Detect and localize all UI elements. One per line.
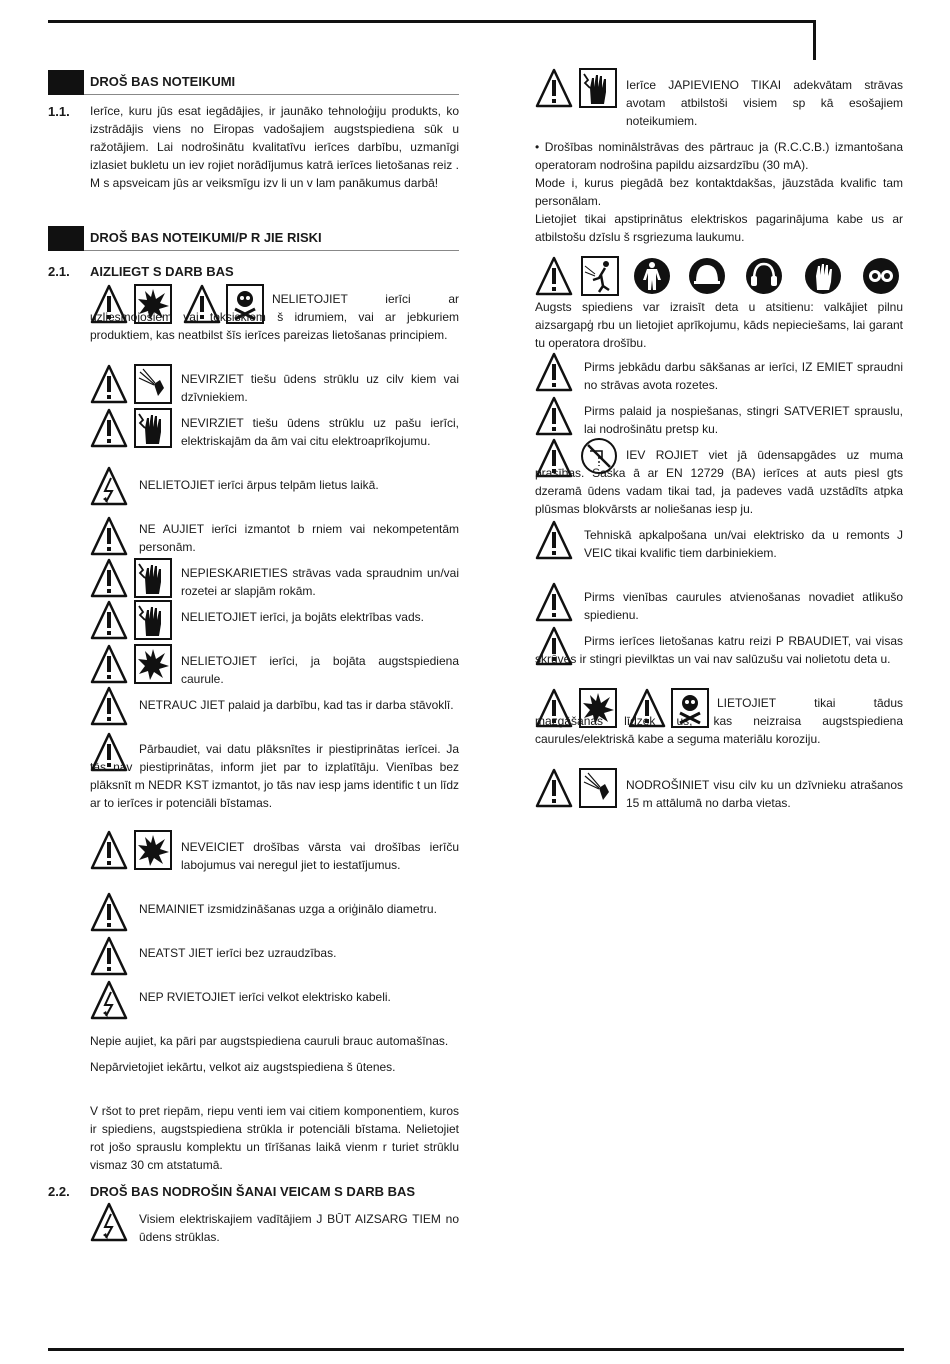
- warning-icon: [90, 408, 128, 448]
- electric-hand-icon: [134, 558, 172, 598]
- electric-hand-icon: [134, 600, 172, 640]
- section-underline: [84, 94, 459, 95]
- section-header-risks: [48, 226, 459, 251]
- warning-icon: [90, 516, 128, 556]
- ear-protection-icon: [745, 256, 783, 296]
- section-header-block: [48, 70, 84, 95]
- warning-icon: [90, 830, 128, 870]
- warning-icon: [535, 582, 573, 622]
- spray-hazard-icon: [134, 364, 172, 404]
- rule-item: NEMAINIET izsmidzināšanas uzga a oriģinālo diametru.: [139, 902, 437, 916]
- warning-icon: [90, 892, 128, 932]
- rule-item: Pirms palaid ja nospiešanas, stingri SATVERIET sprauslu, lai nodrošinātu pretsp ku.: [584, 404, 903, 436]
- rule-item: NELIETOJIET ierīci, ja bojāta augstspiediena caurule.: [181, 654, 459, 686]
- rule-item: NODROŠINIET visu cilv ku un dzīvnieku atrašanos 15 m attālumā no darba vietas.: [626, 778, 903, 810]
- rule-item: Nepārvietojiet iekārtu, velkot aiz augstspiediena š ūtenes.: [90, 1060, 396, 1074]
- warning-icon: [90, 600, 128, 640]
- rule-item: Lietojiet tikai apstiprinātus elektriskos pagarinājuma kabe us ar atbilstošu dzīslu š rsgriezuma laukumu.: [535, 212, 903, 244]
- warning-icon: [535, 256, 573, 296]
- warning-icon: [535, 352, 573, 392]
- rule-item: NELIETOJIET ierīci ar uzliesmojošiem vai toksiskiem š idrumiem, vai ar jebkuriem produktiem, kas neatbilst šīs ierīces pareizas lietošanas principiem.: [90, 292, 459, 342]
- rule-item: NEP RVIETOJIET ierīci velkot elektrisko kabeli.: [139, 990, 391, 1004]
- warning-icon: [90, 558, 128, 598]
- rule-item: NELIETOJIET ierīci, ja bojāts elektrības vads.: [181, 610, 424, 624]
- rule-item: Nepie aujiet, ka pāri par augstspiediena cauruli brauc automašīnas.: [90, 1034, 449, 1048]
- clause-number: 2.2.: [48, 1184, 70, 1199]
- rule-item: IEV ROJIET viet jā ūdensapgādes uz muma prasības. Saska ā ar EN 12729 (BA) ierīces at auts piesl gts dzeramā ūdens vadam tikai tad, ja padeves vadā uzstādīts atpka plūsmas blokvārsts ar noliešanas iesp ju.: [535, 448, 903, 516]
- warning-icon: [90, 364, 128, 404]
- explosion-icon: [134, 644, 172, 684]
- electric-warning-icon: [90, 466, 128, 506]
- section-header-block: [48, 226, 84, 251]
- warning-icon: [535, 768, 573, 808]
- protective-suit-icon: [633, 256, 671, 296]
- rule-item: Pirms ierīces lietošanas katru reizi P RBAUDIET, vai visas skrūves ir stingri pievilktas un vai nav salūzušu vai nolietotu deta u.: [535, 634, 903, 666]
- top-rule: [48, 20, 816, 23]
- warning-icon: [90, 644, 128, 684]
- section-title: DROŠ BAS NOTEIKUMI: [90, 74, 236, 89]
- goggles-icon: [862, 256, 900, 296]
- kickback-person-icon: [581, 256, 619, 296]
- warning-icon: [535, 396, 573, 436]
- rule-item: Pirms vienības caurules atvienošanas novadiet atlikušo spiedienu.: [584, 590, 903, 622]
- rule-item: Ierīce JAPIEVIENO TIKAI adekvātam strāvas avotam atbilstoši visiem sp kā esošajiem noteikumiem.: [626, 78, 903, 128]
- electric-warning-icon: [90, 980, 128, 1020]
- rule-item: NETRAUC JIET palaid ja darbību, kad tas ir darba stāvoklī.: [139, 698, 454, 712]
- subsection-title: DROŠ BAS NODROŠIN ŠANAI VEICAM S DARB BAS: [90, 1184, 416, 1199]
- rule-item: Visiem elektriskajiem vadītājiem J BŪT AIZSARG TIEM no ūdens strūklas.: [139, 1212, 459, 1244]
- electric-hand-icon: [579, 68, 617, 108]
- bottom-rule: [48, 1348, 904, 1351]
- warning-icon: [90, 936, 128, 976]
- rule-item: NELIETOJIET ierīci ārpus telpām lietus laikā.: [139, 478, 379, 492]
- clause-number: 2.1.: [48, 264, 70, 279]
- section-underline: [84, 250, 459, 251]
- section-title: DROŠ BAS NOTEIKUMI/P R JIE RISKI: [90, 230, 322, 245]
- rule-item: NEATST JIET ierīci bez uzraudzības.: [139, 946, 337, 960]
- warning-icon: [90, 686, 128, 726]
- section-header-safety-rules: [48, 70, 459, 95]
- rule-item: Mode i, kurus piegādā bez kontaktdakšas, jāuzstāda kvalific tam personālam.: [535, 176, 903, 208]
- spray-hazard-icon: [579, 768, 617, 808]
- rule-item: NE AUJIET ierīci izmantot b rniem vai nekompetentām personām.: [139, 522, 459, 554]
- gloves-icon: [804, 256, 842, 296]
- rule-item: NEPIESKARIETIES strāvas vada spraudnim un/vai rozetei ar slapjām rokām.: [181, 566, 459, 598]
- rule-item: Augsts spiediens var izraisīt deta u atsitienu: valkājiet pilnu aizsargapģ rbu un lietojiet aprīkojumu, kāds nepieciešams, lai garant tu operatora drošību.: [535, 300, 903, 350]
- rule-item: LIETOJIET tikai tādus mazgāšanas līdzek us, kas neizraisa augstspiediena caurules/elektriskā kabe a seguma materiālu koroziju.: [535, 696, 903, 746]
- rule-item: NEVEICIET drošības vārsta vai drošības ierīču labojumus vai neregul jiet to iestatījumus.: [181, 840, 459, 872]
- rule-item: Pārbaudiet, vai datu plāksnītes ir piestiprinātas ierīcei. Ja tās nav piestiprinātas, inform jiet par to izplatītāju. Vienības bez plāksnīt m NEDR KST izmantot, jo tās nav iesp jams identific t un līdz ar to ierīces ir potenciāli bīstamas.: [90, 742, 459, 810]
- rule-item: Tehniskā apkalpošana un/vai elektrisko da u remonts J VEIC tikai kvalific tiem darbiniekiem.: [584, 528, 903, 560]
- helmet-icon: [688, 256, 726, 296]
- electric-hand-icon: [134, 408, 172, 448]
- rule-item: V ršot to pret riepām, riepu venti iem vai citiem komponentiem, kuros ir spiediens, augstspiediena strūkla ir potenciāli bīstama. Nelietojiet rot jošo sprauslu komplektu un tīrīšanas laikā vienm r turiet strūklu vismaz 30 cm atstatumā.: [90, 1104, 459, 1172]
- warning-icon: [535, 520, 573, 560]
- rule-item: NEVIRZIET tiešu ūdens strūklu uz cilv kiem vai dzīvniekiem.: [181, 372, 459, 404]
- intro-paragraph: Ierīce, kuru jūs esat iegādājies, ir jaunāko tehnoloģiju produkts, ko izstrādājis viens no Eiropas vadošajiem augstspiediena sūk u ražotājiem. Lai nodrošinātu kvalitatīvu ierīces darbību, uzmanīgi izlasiet bukletu un iev rojiet norādījumus katrā ierīces lietošanas reiz . M s apsveicam jūs ar veiksmīgu izv li un v lam panākumus darbā!: [90, 104, 459, 190]
- clause-number: 1.1.: [48, 104, 70, 119]
- electric-warning-icon: [90, 1202, 128, 1242]
- warning-icon: [535, 68, 573, 108]
- rule-item: Pirms jebkādu darbu sākšanas ar ierīci, IZ EMIET spraudni no strāvas avota rozetes.: [584, 360, 903, 392]
- rule-item: NEVIRZIET tiešu ūdens strūklu uz pašu ierīci, elektriskajām da ām vai citu elektroaprīkojumu.: [181, 416, 459, 448]
- top-right-tick: [813, 20, 816, 60]
- explosion-icon: [134, 830, 172, 870]
- rule-item: • Drošības nominālstrāvas des pārtrauc ja (R.C.C.B.) izmantošana operatoram nodrošina papildu aizsardzību (30 mA).: [535, 140, 903, 172]
- subsection-title: AIZLIEGT S DARB BAS: [90, 264, 234, 279]
